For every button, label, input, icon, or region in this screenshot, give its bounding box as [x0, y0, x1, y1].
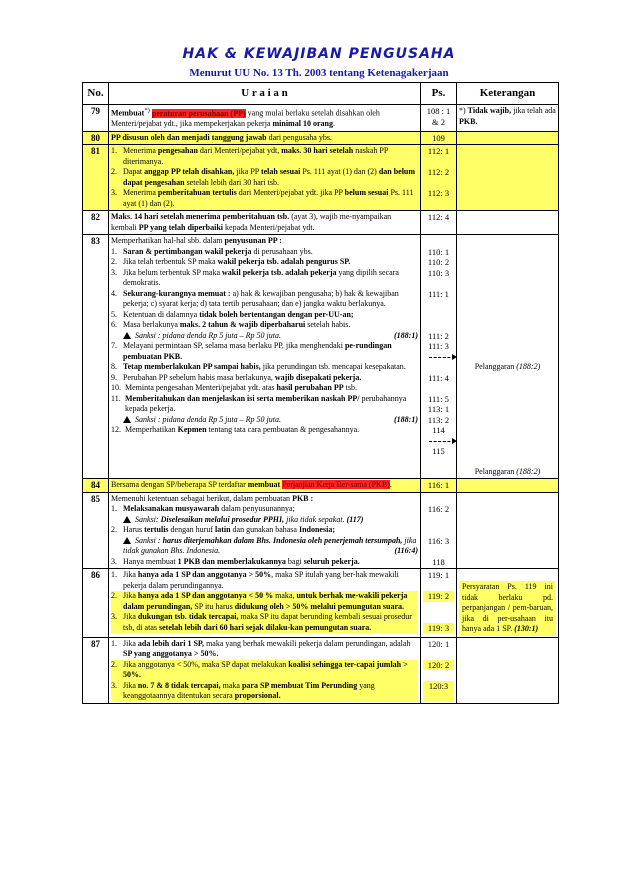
row-description: [109, 569, 421, 638]
text: bagi: [285, 556, 304, 566]
list-item: [111, 557, 418, 568]
rules-table: [82, 82, 559, 704]
ps-ref: 110: 2: [427, 257, 450, 268]
text: hasil perubahan PP: [276, 383, 344, 393]
text: dalam penyusunannya;: [219, 504, 295, 514]
row-ket: [457, 637, 559, 703]
text: harus diterjemahkan dalam Bhs. Indonesia oleh penerjemah tersumpah,: [162, 535, 403, 545]
header-ps: Ps.: [421, 83, 457, 105]
text: SP itu harus: [192, 601, 235, 611]
text: maks. 2 tahun & wajib diperbaharui: [179, 320, 306, 330]
text: Saran & pertimbangan wakil pekerja: [123, 246, 252, 256]
row-description: [109, 131, 421, 145]
item-number: 11.: [111, 393, 121, 403]
header-row: [83, 83, 559, 105]
text: Memperhatikan hal-hal sbb. dalam: [111, 236, 225, 246]
warning-triangle-icon: [123, 516, 131, 523]
text: PP disusun oleh dan menjadi tanggung jawab: [111, 132, 267, 142]
list-item: [111, 310, 418, 321]
list-item: [111, 167, 418, 188]
text: jika tidak gunakan Bhs. Indonesia.: [123, 535, 417, 556]
table-row: [83, 492, 559, 569]
text: Kepmen: [177, 425, 207, 435]
text: anggap PP telah disahkan,: [144, 167, 235, 177]
item-number: 2.: [111, 525, 117, 535]
text: membuat: [247, 480, 281, 490]
item-number: 2.: [111, 659, 117, 669]
ps-ref: 115: [432, 446, 445, 457]
item-number: 9.: [111, 372, 117, 382]
row-number: 82: [83, 211, 109, 235]
warning-triangle-icon: [123, 332, 131, 339]
text: proporsional.: [234, 691, 281, 701]
item-number: 1.: [111, 638, 117, 648]
row-number: 86: [83, 569, 109, 638]
item-number: 5.: [111, 309, 117, 319]
list-item: [111, 525, 418, 536]
row-intro: [111, 236, 418, 247]
text: wajib disepakati pekerja.: [274, 372, 362, 382]
sanksi-line: [111, 331, 418, 342]
row-number: 80: [83, 131, 109, 145]
row-number: 84: [83, 479, 109, 493]
ps-ref: 111: 5: [428, 393, 449, 404]
row-number: 85: [83, 492, 109, 569]
text: Sanksi :: [135, 535, 163, 545]
ps-ref: 116: 2: [427, 504, 450, 515]
text: Dapat: [123, 167, 145, 177]
row-number: 83: [83, 235, 109, 479]
text: maka SP itu dapat berunding kembali: [238, 612, 363, 622]
text: Meminta pengesahan Menteri/pejabat ydt. atas: [125, 383, 277, 393]
list-item: [111, 257, 418, 268]
text: Tidak wajib,: [467, 106, 512, 115]
row-ket: [457, 145, 559, 211]
text: Jika: [123, 680, 138, 690]
item-number: 1.: [111, 504, 117, 514]
text: , maka SP itulah yang ber-hak mewakili pekerja dalam perundingannya.: [123, 570, 399, 590]
warning-triangle-icon: [123, 416, 131, 423]
text: Diselesaikan melalui prosedur PPHI,: [160, 514, 285, 524]
text: Indonesia;: [298, 525, 335, 535]
text: (188:1): [394, 330, 418, 340]
row-description: [109, 235, 421, 479]
list-item: [111, 681, 418, 702]
item-number: 3.: [111, 612, 117, 622]
text: Menerima: [123, 188, 158, 198]
text: Jika telah terbentuk SP maka: [123, 257, 218, 267]
text: Ps. 111 ayat (1) dan (2).: [123, 188, 414, 208]
row-ket: [457, 105, 559, 132]
text: pemberitahuan tertulis: [157, 188, 237, 198]
text: Tetap memberlakukan PP sampai habis,: [123, 362, 261, 372]
ps-ref: 110: 3: [427, 267, 450, 278]
text: dan belum dapat pengesahan: [123, 167, 416, 187]
ps-ref: 111: 3: [428, 341, 449, 352]
list-item: [111, 383, 418, 394]
list-item: [111, 425, 418, 436]
item-number: 12.: [111, 425, 121, 435]
ket-line: [459, 362, 556, 373]
text: Perubahan PP sebelum habis masa berlakunya,: [123, 372, 275, 382]
text: Jika: [123, 591, 138, 601]
list-item: [111, 612, 418, 633]
row-description: [109, 479, 421, 493]
text: yang keanggotaannya ditentukan secara: [123, 680, 375, 701]
row-number: 87: [83, 637, 109, 703]
ps-ref: 113: 2: [427, 414, 450, 425]
text: Ps. 111 ayat (1) dan (2): [300, 167, 379, 177]
list-item: [111, 639, 418, 660]
row-ps: [421, 637, 457, 703]
ps-ref: 112: 2: [427, 167, 450, 178]
text: Hanya membuat: [123, 556, 178, 566]
document-title: HAK & KEWAJIBAN PENGUSAHA: [182, 46, 456, 62]
text: wakil pekerja tsb. adalah pekerja: [222, 267, 337, 277]
text: hanya ada 1 SP dan anggotanya > 50%: [137, 570, 272, 580]
text: .: [389, 480, 392, 490]
text: Pelanggaran: [474, 362, 517, 372]
highlight-red: Perjanjian Kerja Ber-sama (PKB): [282, 480, 390, 490]
item-number: 2.: [111, 591, 117, 601]
row-number: 79: [83, 105, 109, 132]
ps-ref: 111: 4: [428, 372, 449, 383]
text: hanya ada 1 SP dan anggotanya < 50 %: [137, 591, 274, 601]
text: didukung oleh > 50% melalui pemungutan suara.: [234, 601, 405, 611]
text: tertulis: [144, 525, 169, 535]
text: penyusunan PP :: [224, 236, 282, 246]
ps-ref: 114: [432, 425, 445, 436]
text: Bersama dengan SP/beberapa SP terdaftar: [111, 480, 248, 490]
row-intro: [111, 494, 418, 505]
text: (188:2): [516, 466, 541, 476]
text: no. 7 & 8 tidak tercapai,: [137, 680, 221, 690]
text: jika tidak sepakat.: [284, 514, 347, 524]
text: kepada Menteri/pejabat ydt.: [223, 222, 315, 232]
item-number: 3.: [111, 556, 117, 566]
row-description: [109, 211, 421, 235]
sanksi-line: [111, 515, 418, 526]
row-ket: [457, 235, 559, 479]
text: maka,: [273, 591, 297, 601]
row-description: [109, 145, 421, 211]
text: a) hak & kewajiban pengusaha; b) hak & kewajiban pekerja; c) syarat kerja; d) tata tertib perusahaan; dan e) jangka waktu berlakunya.: [123, 288, 399, 309]
list-item: [111, 289, 418, 310]
text: PKB.: [459, 116, 478, 126]
text: dengan huruf: [168, 525, 215, 535]
text: ada lebih dari 1 SP,: [137, 638, 205, 648]
item-number: 3.: [111, 188, 117, 198]
text: Ketentuan di dalamnya: [123, 309, 200, 319]
row-ps: [421, 492, 457, 569]
text: Sanksi:: [135, 514, 161, 524]
list-item: [111, 146, 418, 167]
item-number: 10.: [111, 383, 121, 393]
text: untuk berhak me-wakili pekerja dalam perundingan,: [123, 591, 408, 611]
text: Jika belum terbentuk SP maka: [123, 267, 223, 277]
ps-ref: 112: 3: [427, 188, 450, 199]
ps-ref: 120: 2: [423, 660, 454, 671]
text: Maks. 14 hari setelah menerima pemberitahuan tsb.: [111, 212, 290, 222]
ps-ref: 118: [432, 556, 445, 567]
table-row: [83, 479, 559, 493]
header-no: No.: [83, 83, 109, 105]
row-ket: [457, 479, 559, 493]
list-item: [111, 591, 418, 612]
item-number: 1.: [111, 570, 117, 580]
text: (ayat 3), wajib me-nyampaikan kembali: [111, 212, 392, 232]
text: Masa berlakunya: [123, 320, 180, 330]
ket-note: [459, 581, 556, 636]
text: (116:4): [394, 546, 418, 556]
document-subtitle: Menurut UU No. 13 Th. 2003 tentang Ketenagakerjaan: [189, 67, 449, 79]
row-ket: [457, 492, 559, 569]
row-number: 81: [83, 145, 109, 211]
text: Sanksi : pidana denda Rp 5 juta – Rp 50 juta.: [135, 330, 281, 340]
text: PKB :: [292, 493, 314, 503]
footnote-mark: *): [144, 107, 150, 114]
text: Memenuhi ketentuan sebagai berikut, dalam pembuatan: [111, 493, 293, 503]
list-item: [111, 188, 418, 209]
ps-ref: 119: 3: [423, 623, 454, 634]
ps-ref: 119: 2: [423, 591, 454, 602]
list-item: [111, 394, 418, 415]
text: dan gunakan bahasa: [230, 525, 299, 535]
text: wakil pekerja tsb. adalah pengurus SP.: [217, 257, 351, 267]
text: dari Menteri/pejabat ydt. jika PP: [236, 188, 345, 198]
text: Melaksanakan musyawarah: [123, 504, 220, 514]
text: Jika: [123, 638, 138, 648]
table-row: [83, 131, 559, 145]
text: Memberitahukan dan menjelaskan isi serta memberikan naskah PP/: [125, 393, 360, 403]
text: belum sesuai: [344, 188, 389, 198]
text: Membuat: [111, 108, 145, 118]
item-number: 4.: [111, 288, 117, 298]
text: (188:1): [394, 414, 418, 424]
text: setelah habis.: [305, 320, 351, 330]
text: 1 PKB dan memberlakukannya: [177, 556, 286, 566]
row-description: [109, 492, 421, 569]
text: dari Menteri/pejabat ydt,: [197, 146, 282, 156]
text: tsb.: [343, 383, 357, 393]
text: Sanksi : pidana denda Rp 5 juta – Rp 50 juta.: [135, 414, 281, 424]
text: yang dipilih secara demokratis.: [123, 267, 399, 288]
highlight-red: peraturan perusahaan (PP): [151, 108, 246, 118]
text: (130:1): [514, 624, 539, 634]
text: Harus: [123, 525, 145, 535]
text: minimal 10 orang: [272, 119, 333, 129]
text: *): [459, 106, 468, 115]
ps-ref: 120: 1: [427, 638, 450, 649]
list-item: [111, 570, 418, 591]
ps-ref: 113: 1: [427, 404, 450, 415]
text: di perusahaan ybs.: [251, 246, 313, 256]
sanksi-line: [111, 415, 418, 426]
text: setelah lebih dari 30 hari tsb.: [184, 177, 279, 187]
text: koalisi sehingga ter-capai jumlah > 50%.: [123, 659, 408, 680]
list-item: [111, 504, 418, 515]
text: perubahannya kepada pekerja.: [125, 393, 407, 414]
ps-ref: 120:3: [423, 681, 454, 692]
dashed-arrow-icon: [429, 357, 455, 358]
item-number: 3.: [111, 680, 117, 690]
header-uraian: U r a i a n: [109, 83, 421, 105]
text: .: [332, 119, 335, 129]
text: (117): [346, 514, 364, 524]
text: jika perundingan tsb. mencapai kesepakatan.: [260, 362, 406, 372]
table-row: [83, 105, 559, 132]
text: Melayani permintaan SP, selama masa berlaku PP, jika menghendaki: [123, 341, 345, 351]
row-description: [109, 105, 421, 132]
text: Menerima: [123, 146, 158, 156]
item-number: 8.: [111, 362, 117, 372]
text: pengesahan: [157, 146, 198, 156]
item-number: 7.: [111, 341, 117, 351]
text: para SP membuat Tim Perunding: [241, 680, 358, 690]
text: maka yang berhak mewakili pekerja dalam perundingan, adalah: [204, 638, 411, 648]
table-row: [83, 637, 559, 703]
text: (188:2): [516, 362, 541, 372]
list-item: [111, 320, 418, 331]
ps-ref: 119: 1: [427, 570, 450, 581]
row-ket: [457, 131, 559, 145]
sanksi-line: [111, 536, 418, 557]
text: Persyaratan Ps. 119 ini tidak berlaku pd. perpanjangan / pem-baruan, jika di per-usahaan itu hanya ada 1 SP.: [462, 582, 553, 634]
text: Jika: [123, 570, 138, 580]
list-item: [111, 660, 418, 681]
text: PP yang telah diperbaiki: [138, 222, 224, 232]
ps-ref: 111: 1: [428, 288, 449, 299]
item-number: 2.: [111, 257, 117, 267]
text: telah sesuai: [260, 167, 301, 177]
table-row: [83, 235, 559, 479]
item-number: 1.: [111, 246, 117, 256]
header-ket: Keterangan: [457, 83, 559, 105]
row-ps: 116: 1: [421, 479, 457, 493]
text: SP yang anggotanya > 50%.: [123, 649, 219, 659]
dashed-arrow-icon: [429, 441, 455, 442]
text: Memperhatikan: [125, 425, 178, 435]
text: dari pengusaha ybs.: [266, 132, 332, 142]
text: tentang tata cara pembuatan & pengesahannya.: [206, 425, 360, 435]
table-row: [83, 145, 559, 211]
text: latin: [214, 525, 231, 535]
text: yang mulai berlaku setelah disahkan oleh Menteri/pejabat ydt., jika mempekerjakan pekerja: [111, 108, 380, 129]
text: Sekurang-kurangnya memuat :: [123, 288, 231, 298]
ps-ref: 116: 3: [427, 535, 450, 546]
row-ps: 108 : 1 & 2: [421, 105, 457, 132]
item-number: 6.: [111, 320, 117, 330]
item-number: 3.: [111, 267, 117, 277]
table-row: [83, 211, 559, 235]
item-number: 2.: [111, 167, 117, 177]
list-item: [111, 373, 418, 384]
row-ket: [457, 569, 559, 638]
text: Pelanggaran: [474, 466, 517, 476]
text: dukungan tsb. tidak tercapai,: [137, 612, 239, 622]
row-ps: [421, 145, 457, 211]
row-description: [109, 637, 421, 703]
text: jika telah ada: [511, 106, 556, 115]
text: maka: [220, 680, 242, 690]
text: seluruh pekerja.: [303, 556, 360, 566]
list-item: [111, 362, 418, 373]
row-ps: 112: 4: [421, 211, 457, 235]
row-ps: [421, 235, 457, 479]
text: tidak boleh bertentangan dengan per-UU-an;: [199, 309, 354, 319]
text: naskah PP diterimanya.: [123, 146, 389, 166]
text: Jika: [123, 612, 138, 622]
text: Jika anggotanya < 50%, maka SP dapat melakukan: [123, 659, 289, 669]
warning-triangle-icon: [123, 537, 131, 544]
text: setelah lebih dari 60 hari sejak dilaku-kan pemungutan suara.: [159, 622, 372, 632]
row-ps: [421, 569, 457, 638]
ps-ref: 110: 1: [427, 246, 450, 257]
list-item: [111, 268, 418, 289]
item-number: 1.: [111, 146, 117, 156]
ps-ref: 111: 2: [428, 330, 449, 341]
table-row: [83, 569, 559, 638]
ket-line: [459, 467, 556, 478]
text: jika PP: [234, 167, 261, 177]
text: maks. 30 hari setelah: [281, 146, 354, 156]
row-ket: [457, 211, 559, 235]
ps-ref: 112: 1: [427, 146, 450, 157]
text: sesuai prosedur tsb, di atas: [123, 612, 412, 632]
row-ps: 109: [421, 131, 457, 145]
list-item: [111, 247, 418, 258]
list-item: [111, 341, 418, 362]
text: pe-rundingan pembuatan PKB.: [123, 341, 392, 361]
